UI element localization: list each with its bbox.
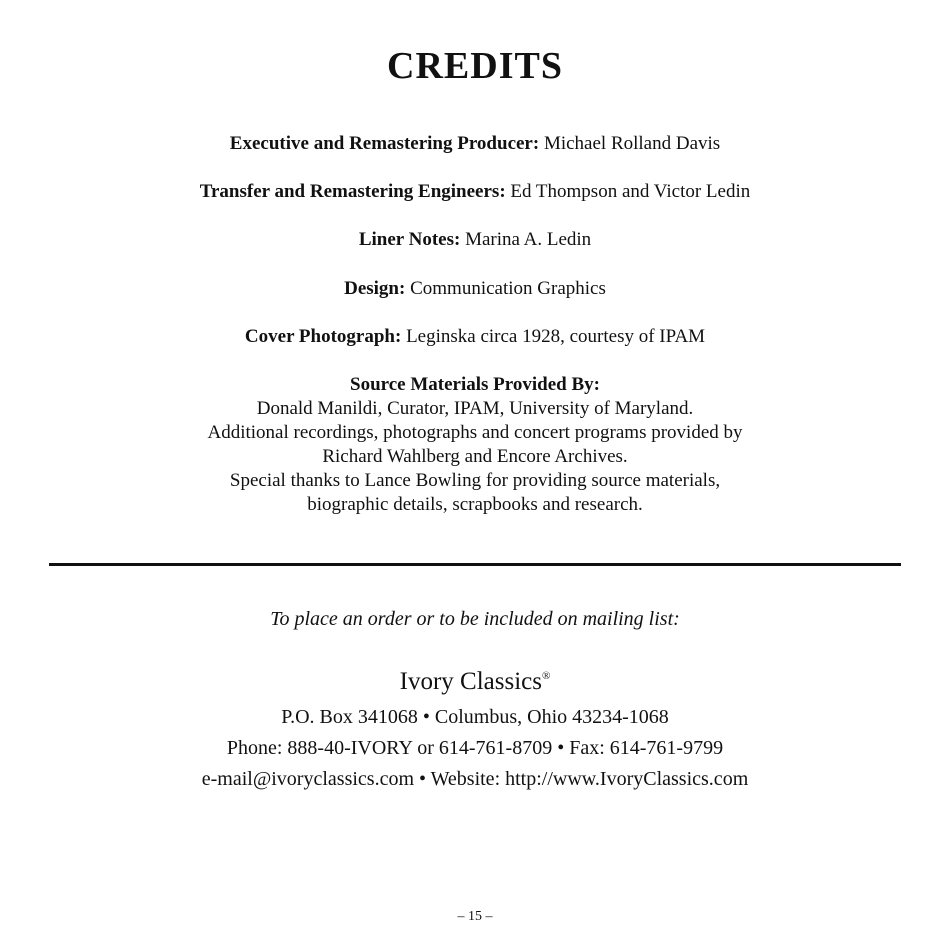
credit-label: Cover Photograph:	[244, 326, 402, 347]
source-materials	[0, 373, 950, 517]
email-website: e-mail@ivoryclassics.com • Website: http://www.IvoryClassics.com	[201, 768, 749, 790]
credit-executive-producer	[0, 132, 950, 156]
source-line: Richard Wahlberg and Encore Archives.	[322, 446, 628, 467]
credit-value: Leginska circa 1928, courtesy of IPAM	[406, 326, 706, 347]
credit-value: Michael Rolland Davis	[543, 133, 721, 154]
credit-value: Ed Thompson and Victor Ledin	[510, 181, 751, 202]
credit-label: Design:	[344, 278, 406, 299]
credit-cover-photograph	[0, 325, 950, 349]
page-title: CREDITS	[387, 45, 563, 87]
company-name-text: Ivory Classics	[399, 668, 542, 695]
credit-label: Transfer and Remastering Engineers:	[199, 181, 506, 202]
source-line: Special thanks to Lance Bowling for providing source materials,	[229, 470, 721, 491]
company-name	[0, 668, 950, 696]
credit-value: Communication Graphics	[410, 278, 606, 299]
credit-engineers	[0, 180, 950, 204]
credit-value: Marina A. Ledin	[465, 229, 592, 250]
source-materials-heading: Source Materials Provided By:	[350, 374, 600, 395]
page-number: – 15 –	[457, 909, 493, 924]
phone-fax: Phone: 888-40-IVORY or 614-761-8709 • Fax: 614-761-9799	[226, 737, 724, 759]
credit-label: Executive and Remastering Producer:	[229, 133, 540, 154]
source-line: biographic details, scrapbooks and research.	[307, 494, 643, 515]
credit-liner-notes	[0, 228, 950, 252]
source-line: Additional recordings, photographs and concert programs provided by	[207, 422, 743, 443]
order-prompt: To place an order or to be included on mailing list:	[270, 608, 680, 630]
credit-design	[0, 277, 950, 301]
postal-address: P.O. Box 341068 • Columbus, Ohio 43234-1068	[281, 706, 669, 728]
credit-label: Liner Notes:	[358, 229, 461, 250]
registered-mark: ®	[542, 670, 551, 682]
source-line: Donald Manildi, Curator, IPAM, University of Maryland.	[256, 398, 694, 419]
section-divider	[49, 563, 901, 566]
